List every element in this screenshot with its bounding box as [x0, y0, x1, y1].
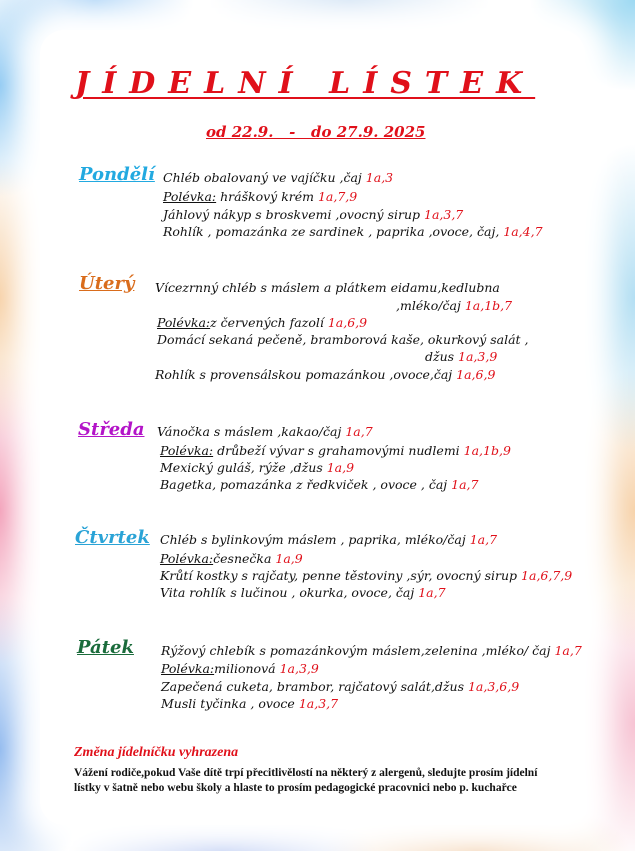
day-monday: Pondělí	[79, 164, 155, 185]
note-text: Vážení rodiče,pokud Vaše dítě trpí přecitlivělostí na některý z alergenů, sledujte prosím jídelní lístky v šatně nebo webu školy a hlaste to prosím pedagogické pracovnici nebo p. kuchařce	[74, 767, 538, 794]
menu-line: Jáhlový nákyp s broskvemi ,ovocný sirup 1a,3,7	[163, 207, 464, 222]
menu-line: Mexický guláš, rýže ,džus 1a,9	[160, 460, 355, 475]
date-range: od 22.9. - do 27.9. 2025	[206, 123, 426, 141]
menu-line: Polévka:z červených fazolí 1a,6,9	[157, 315, 368, 330]
menu-line: Polévka: drůbeží vývar s grahamovými nudlemi 1a,1b,9	[160, 443, 511, 458]
menu-line: ,mléko/čaj 1a,1b,7	[396, 298, 513, 313]
menu-line: Rohlík s provensálskou pomazánkou ,ovoce,čaj 1a,6,9	[155, 367, 496, 382]
menu-line: džus 1a,3,9	[425, 349, 498, 364]
menu-line: Chléb s bylinkovým máslem , paprika, mléko/čaj 1a,7	[160, 532, 498, 547]
menu-line: Musli tyčinka , ovoce 1a,3,7	[161, 696, 339, 711]
menu-line: Polévka:milionová 1a,3,9	[161, 661, 319, 676]
menu-line: Bagetka, pomazánka z ředkviček , ovoce , čaj 1a,7	[160, 477, 479, 492]
page-title: JÍDELNÍ LÍSTEK	[75, 66, 536, 101]
menu-line: Rýžový chlebík s pomazánkovým máslem,zelenina ,mléko/ čaj 1a,7	[161, 643, 582, 658]
day-friday: Pátek	[77, 637, 134, 658]
menu-line: Domácí sekaná pečeně, bramborová kaše, okurkový salát ,	[157, 332, 529, 347]
menu-line: Zapečená cuketa, brambor, rajčatový salát,džus 1a,3,6,9	[161, 679, 520, 694]
note-title: Změna jídelníčku vyhrazena	[74, 745, 239, 760]
day-thursday: Čtvrtek	[75, 527, 150, 548]
menu-line: Vícezrnný chléb s máslem a plátkem eidamu,kedlubna	[155, 280, 500, 295]
day-wednesday: Středa	[78, 419, 145, 440]
menu-line: Krůtí kostky s rajčaty, penne těstoviny ,sýr, ovocný sirup 1a,6,7,9	[160, 568, 573, 583]
menu-line: Polévka:česnečka 1a,9	[160, 551, 303, 566]
day-tuesday: Úterý	[79, 273, 135, 294]
menu-line: Chléb obalovaný ve vajíčku ,čaj 1a,3	[163, 170, 394, 185]
menu-line: Vita rohlík s lučinou , okurka, ovoce, čaj 1a,7	[160, 585, 446, 600]
menu-line: Polévka: hráškový krém 1a,7,9	[163, 189, 358, 204]
menu-line: Vánočka s máslem ,kakao/čaj 1a,7	[157, 424, 373, 439]
menu-line: Rohlík , pomazánka ze sardinek , paprika ,ovoce, čaj, 1a,4,7	[163, 224, 543, 239]
